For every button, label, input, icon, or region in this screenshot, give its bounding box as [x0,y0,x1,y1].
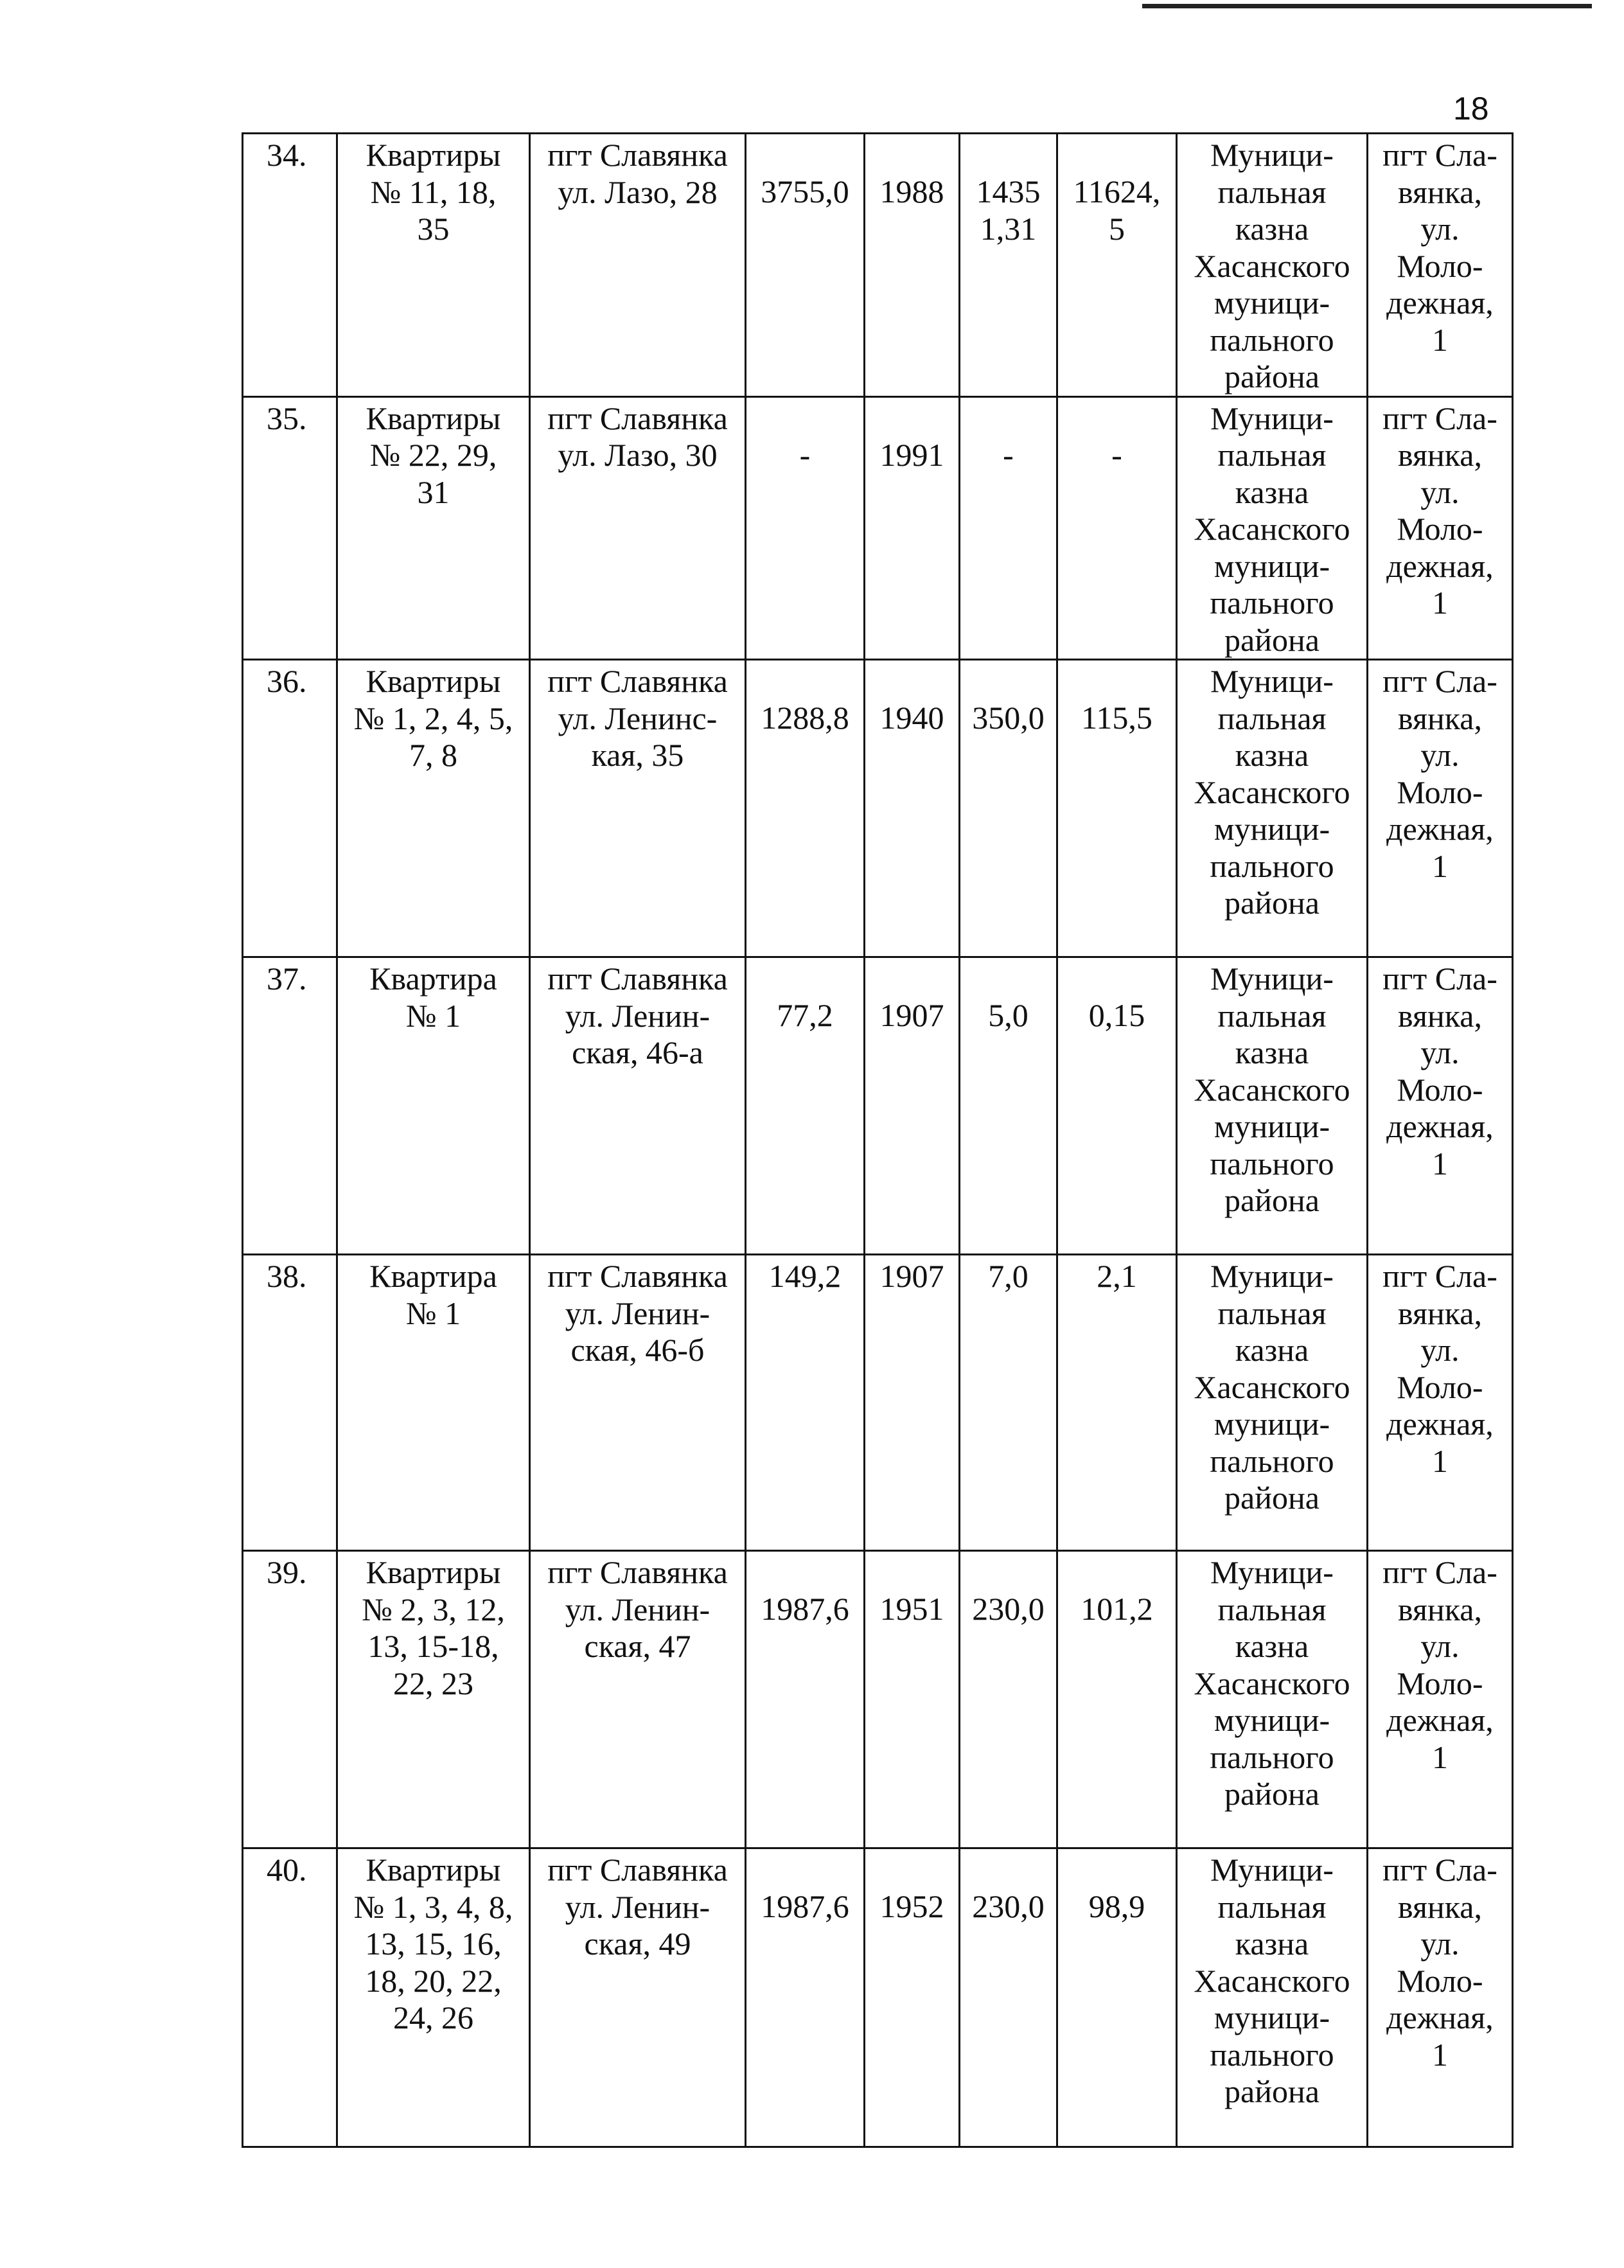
address-cell: пгт Славянка ул. Ленинс- кая, 35 [530,660,746,957]
table-row [243,396,1513,660]
owner-cell: Муници- пальная казна Хасанского муници- пального района [1177,660,1368,957]
owner-cell: Муници- пальная казна Хасанского муници- пального района [1177,396,1368,660]
value-cell-2: 2,1 [1057,1255,1177,1551]
row-number: 36. [243,660,337,957]
area-cell: 3755,0 [746,134,865,397]
year-cell: 1988 [865,134,960,397]
row-number: 39. [243,1551,337,1848]
owner-address-cell: пгт Сла- вянка, ул. Моло- дежная, 1 [1368,660,1513,957]
address-cell: пгт Славянка ул. Ленин- ская, 49 [530,1848,746,2147]
value-cell-2: 101,2 [1057,1551,1177,1848]
year-cell: 1952 [865,1848,960,2147]
area-cell: 1987,6 [746,1848,865,2147]
area-cell: 1987,6 [746,1551,865,1848]
table-row [243,1551,1513,1848]
row-number: 34. [243,134,337,397]
value-cell-1: 7,0 [960,1255,1057,1551]
row-number: 38. [243,1255,337,1551]
area-cell: 149,2 [746,1255,865,1551]
row-number: 40. [243,1848,337,2147]
table-row [243,957,1513,1255]
object-name-cell: Квартиры № 22, 29, 31 [337,396,530,660]
object-name-cell: Квартира № 1 [337,957,530,1255]
address-cell: пгт Славянка ул. Лазо, 28 [530,134,746,397]
area-cell: 77,2 [746,957,865,1255]
year-cell: 1907 [865,1255,960,1551]
value-cell-1: 230,0 [960,1551,1057,1848]
object-name-cell: Квартиры № 11, 18, 35 [337,134,530,397]
address-cell: пгт Славянка ул. Ленин- ская, 47 [530,1551,746,1848]
table-row [243,134,1513,397]
owner-cell: Муници- пальная казна Хасанского муници- пального района [1177,1848,1368,2147]
owner-address-cell: пгт Сла- вянка, ул. Моло- дежная, 1 [1368,1551,1513,1848]
owner-cell: Муници- пальная казна Хасанского муници- пального района [1177,1255,1368,1551]
value-cell-2: 98,9 [1057,1848,1177,2147]
area-cell: - [746,396,865,660]
year-cell: 1907 [865,957,960,1255]
owner-address-cell: пгт Сла- вянка, ул. Моло- дежная, 1 [1368,957,1513,1255]
area-cell: 1288,8 [746,660,865,957]
value-cell-1: 1435 1,31 [960,134,1057,397]
table-row [243,660,1513,957]
value-cell-2: - [1057,396,1177,660]
year-cell: 1951 [865,1551,960,1848]
owner-cell: Муници- пальная казна Хасанского муници- пального района [1177,134,1368,397]
property-table [242,132,1514,2148]
page-number: 18 [1453,91,1489,127]
table-row [243,1255,1513,1551]
owner-address-cell: пгт Сла- вянка, ул. Моло- дежная, 1 [1368,134,1513,397]
object-name-cell: Квартиры № 1, 3, 4, 8, 13, 15, 16, 18, 20, 22, 24, 26 [337,1848,530,2147]
value-cell-2: 115,5 [1057,660,1177,957]
value-cell-2: 0,15 [1057,957,1177,1255]
table-row [243,1848,1513,2147]
object-name-cell: Квартиры № 2, 3, 12, 13, 15-18, 22, 23 [337,1551,530,1848]
owner-cell: Муници- пальная казна Хасанского муници- пального района [1177,957,1368,1255]
owner-address-cell: пгт Сла- вянка, ул. Моло- дежная, 1 [1368,396,1513,660]
value-cell-1: - [960,396,1057,660]
owner-address-cell: пгт Сла- вянка, ул. Моло- дежная, 1 [1368,1848,1513,2147]
value-cell-1: 5,0 [960,957,1057,1255]
value-cell-2: 11624, 5 [1057,134,1177,397]
year-cell: 1940 [865,660,960,957]
owner-address-cell: пгт Сла- вянка, ул. Моло- дежная, 1 [1368,1255,1513,1551]
owner-cell: Муници- пальная казна Хасанского муници- пального района [1177,1551,1368,1848]
value-cell-1: 350,0 [960,660,1057,957]
address-cell: пгт Славянка ул. Ленин- ская, 46-б [530,1255,746,1551]
header-rule [1142,4,1592,8]
address-cell: пгт Славянка ул. Лазо, 30 [530,396,746,660]
address-cell: пгт Славянка ул. Ленин- ская, 46-а [530,957,746,1255]
object-name-cell: Квартиры № 1, 2, 4, 5, 7, 8 [337,660,530,957]
row-number: 35. [243,396,337,660]
row-number: 37. [243,957,337,1255]
object-name-cell: Квартира № 1 [337,1255,530,1551]
year-cell: 1991 [865,396,960,660]
value-cell-1: 230,0 [960,1848,1057,2147]
